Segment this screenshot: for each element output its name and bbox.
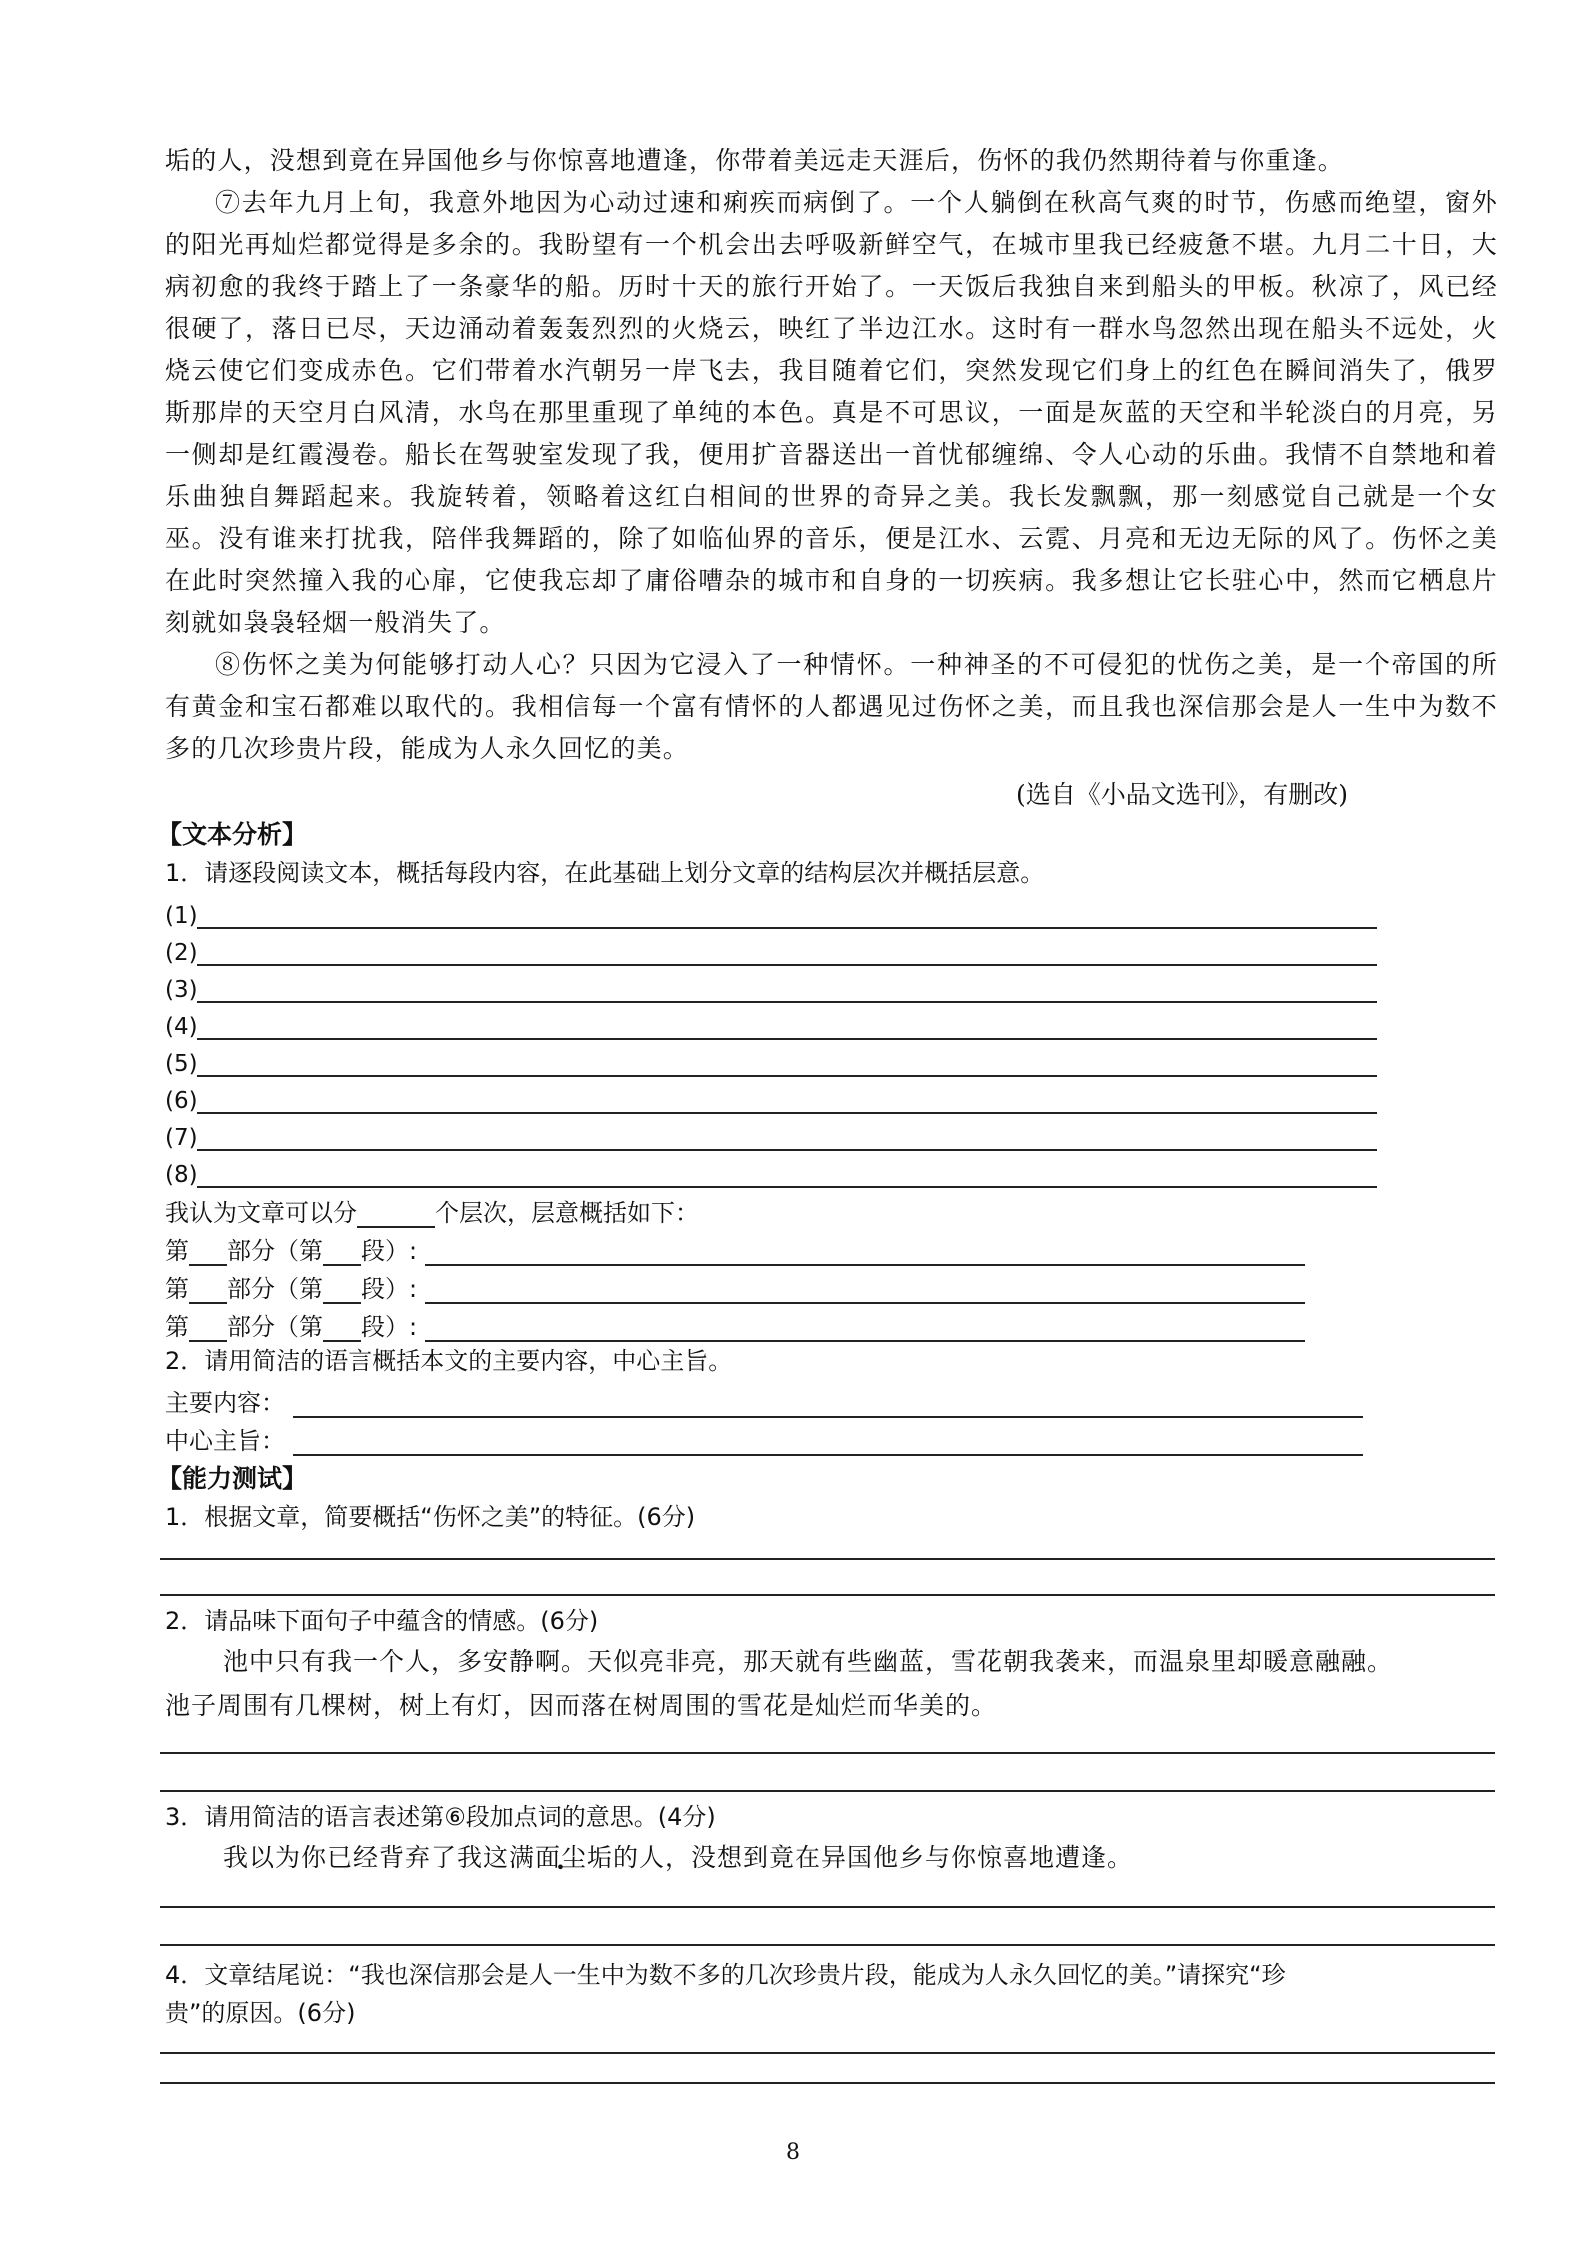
part-label: 段）:: [361, 1237, 418, 1265]
passage-paragraph-8: ⑧伤怀之美为何能够打动人心？只因为它浸入了一种情怀。一种神圣的不可侵犯的忧伤之美，是一个帝国的所有黄金和宝石都难以取代的。我相信每一个富有情怀的人都遇见过伤怀之美，而且我也深信那会是人一生中为数不多的几次珍贵片段，能成为人永久回忆的美。: [165, 650, 1498, 763]
answer-line[interactable]: [160, 1558, 1495, 1560]
answer-line[interactable]: [160, 1944, 1495, 1946]
main-content-line[interactable]: [293, 1390, 1363, 1418]
layers-count-row: [165, 1188, 1498, 1228]
layers-label-start: 我认为文章可以分: [165, 1199, 357, 1227]
part-label: 段）:: [361, 1313, 418, 1341]
answer-line[interactable]: [197, 1085, 1377, 1114]
paragraph-range-blank[interactable]: [323, 1316, 361, 1342]
summary-number: (6): [165, 1088, 198, 1114]
text-analysis-heading: 【文本分析】: [157, 820, 308, 849]
page-number: 8: [786, 2140, 800, 2165]
summary-number: (4): [165, 1014, 198, 1040]
part-label: 第: [165, 1237, 189, 1265]
summary-row: [165, 1040, 1498, 1077]
ability-test-heading: 【能力测试】: [157, 1464, 308, 1493]
part-summary-line[interactable]: [425, 1238, 1305, 1266]
ability-question-4-line-2: 贵”的原因。(6分): [165, 1999, 356, 2027]
answer-line[interactable]: [197, 1122, 1377, 1151]
ability-question-3: 3．请用简洁的语言表述第⑥段加点词的意思。(4分): [165, 1803, 716, 1831]
analysis-question-2: 2．请用简洁的语言概括本文的主要内容，中心主旨。: [165, 1347, 733, 1375]
paragraph-summary-lines: [165, 892, 1498, 1188]
part-row: [165, 1304, 1498, 1342]
passage-intro-line: 垢的人，没想到竟在异国他乡与你惊喜地遭逢，你带着美远走天涯后，伤怀的我仍然期待着与你重逢。: [165, 146, 1345, 175]
analysis-question-1: 1．请逐段阅读文本，概括每段内容，在此基础上划分文章的结构层次并概括层意。: [165, 859, 1045, 887]
main-idea-label: 中心主旨：: [165, 1427, 285, 1455]
answer-line[interactable]: [160, 1906, 1495, 1908]
q3-quote: [165, 1836, 1498, 1880]
layers-label-end: 个层次，层意概括如下：: [435, 1199, 699, 1227]
answer-line[interactable]: [197, 937, 1377, 966]
part-number-blank[interactable]: [189, 1278, 227, 1304]
part-row: [165, 1228, 1498, 1266]
passage-paragraph-7: ⑦去年九月上旬，我意外地因为心动过速和痢疾而病倒了。一个人躺倒在秋高气爽的时节，伤感而绝望，窗外的阳光再灿烂都觉得是多余的。我盼望有一个机会出去呼吸新鲜空气，在城市里我已经疲惫不堪。九月二十日，大病初愈的我终于踏上了一条豪华的船。历时十天的旅行开始了。一天饭后我独自来到船头的甲板。秋凉了，风已经很硬了，落日已尽，天边涌动着轰轰烈烈的火烧云，映红了半边江水。这时有一群水鸟忽然出现在船头不远处，火烧云使它们变成赤色。它们带着水汽朝另一岸飞去，我目随着它们，突然发现它们身上的红色在瞬间消失了，俄罗斯那岸的天空月白风清，水鸟在那里重现了单纯的本色。真是不可思议，一面是灰蓝的天空和半轮淡白的月亮，另一侧却是红霞漫卷。船长在驾驶室发现了我，便用扩音器送出一首忧郁缠绵、令人心动的乐曲。我情不自禁地和着乐曲独自舞蹈起来。我旋转着，领略着这红白相间的世界的奇异之美。我长发飘飘，那一刻感觉自己就是一个女巫。没有谁来打扰我，陪伴我舞蹈的，除了如临仙界的音乐，便是江水、云霓、月亮和无边无际的风了。伤怀之美在此时突然撞入我的心扉，它使我忘却了庸俗嘈杂的城市和自身的一切疾病。我多想让它长驻心中，然而它栖息片刻就如袅袅轻烟一般消失了。: [165, 188, 1498, 637]
main-idea-row: [165, 1418, 1498, 1456]
q2-quote-line-2: 池子周围有几棵树，树上有灯，因而落在树周围的雪花是灿烂而华美的。: [165, 1691, 998, 1720]
answer-line[interactable]: [197, 1048, 1377, 1077]
answer-line[interactable]: [197, 974, 1377, 1003]
summary-row: [165, 1114, 1498, 1151]
paragraph-range-blank[interactable]: [323, 1278, 361, 1304]
summary-number: (2): [165, 940, 198, 966]
paragraph-range-blank[interactable]: [323, 1240, 361, 1266]
answer-line[interactable]: [160, 1594, 1495, 1596]
part-label: 段）:: [361, 1275, 418, 1303]
part-label: 部分（第: [227, 1237, 323, 1265]
part-summary-line[interactable]: [425, 1276, 1305, 1304]
summary-row: [165, 929, 1498, 966]
answer-line[interactable]: [160, 1752, 1495, 1754]
answer-line[interactable]: [160, 2082, 1495, 2084]
summary-row: [165, 1077, 1498, 1114]
part-label: 部分（第: [227, 1275, 323, 1303]
part-label: 第: [165, 1313, 189, 1341]
main-content-row: [165, 1380, 1498, 1418]
ability-question-1: 1．根据文章，简要概括“伤怀之美”的特征。(6分): [165, 1503, 696, 1531]
layers-count-blank[interactable]: [357, 1202, 435, 1228]
answer-line[interactable]: [160, 2052, 1495, 2054]
q2-quote-line-1: 池中只有我一个人，多安静啊。天似亮非亮，那天就有些幽蓝，雪花朝我袭来，而温泉里却暖意融融。: [223, 1647, 1394, 1676]
summary-row: [165, 1003, 1498, 1040]
part-number-blank[interactable]: [189, 1316, 227, 1342]
q3-quote-before: 我以为你已经背弃了我这: [223, 1843, 510, 1872]
part-label: 第: [165, 1275, 189, 1303]
summary-number: (8): [165, 1162, 198, 1188]
part-summary-line[interactable]: [425, 1314, 1305, 1342]
ability-question-2: 2．请品味下面句子中蕴含的情感。(6分): [165, 1607, 599, 1635]
part-label: 部分（第: [227, 1313, 323, 1341]
answer-line[interactable]: [197, 1159, 1377, 1188]
main-idea-line[interactable]: [293, 1428, 1363, 1456]
q3-quote-after: 的人，没想到竟在异国他乡与你惊喜地遭逢。: [613, 1843, 1134, 1872]
answer-line[interactable]: [160, 1790, 1495, 1792]
summary-row: [165, 1151, 1498, 1188]
summary-number: (7): [165, 1125, 198, 1151]
part-row: [165, 1266, 1498, 1304]
summary-row: [165, 892, 1498, 929]
summary-number: (1): [165, 903, 198, 929]
summary-number: (5): [165, 1051, 198, 1077]
main-content-label: 主要内容：: [165, 1389, 285, 1417]
part-number-blank[interactable]: [189, 1240, 227, 1266]
q3-dotted-words: 满面尘垢: [509, 1843, 614, 1872]
answer-line[interactable]: [197, 1011, 1377, 1040]
summary-row: [165, 966, 1498, 1003]
passage-source: (选自《小品文选刊》，有删改): [1015, 780, 1348, 809]
summary-number: (3): [165, 977, 198, 1003]
answer-line[interactable]: [197, 900, 1377, 929]
ability-question-4-line-1: 4．文章结尾说：“我也深信那会是人一生中为数不多的几次珍贵片段，能成为人永久回忆的美。”请探究“珍: [165, 1961, 1286, 1989]
